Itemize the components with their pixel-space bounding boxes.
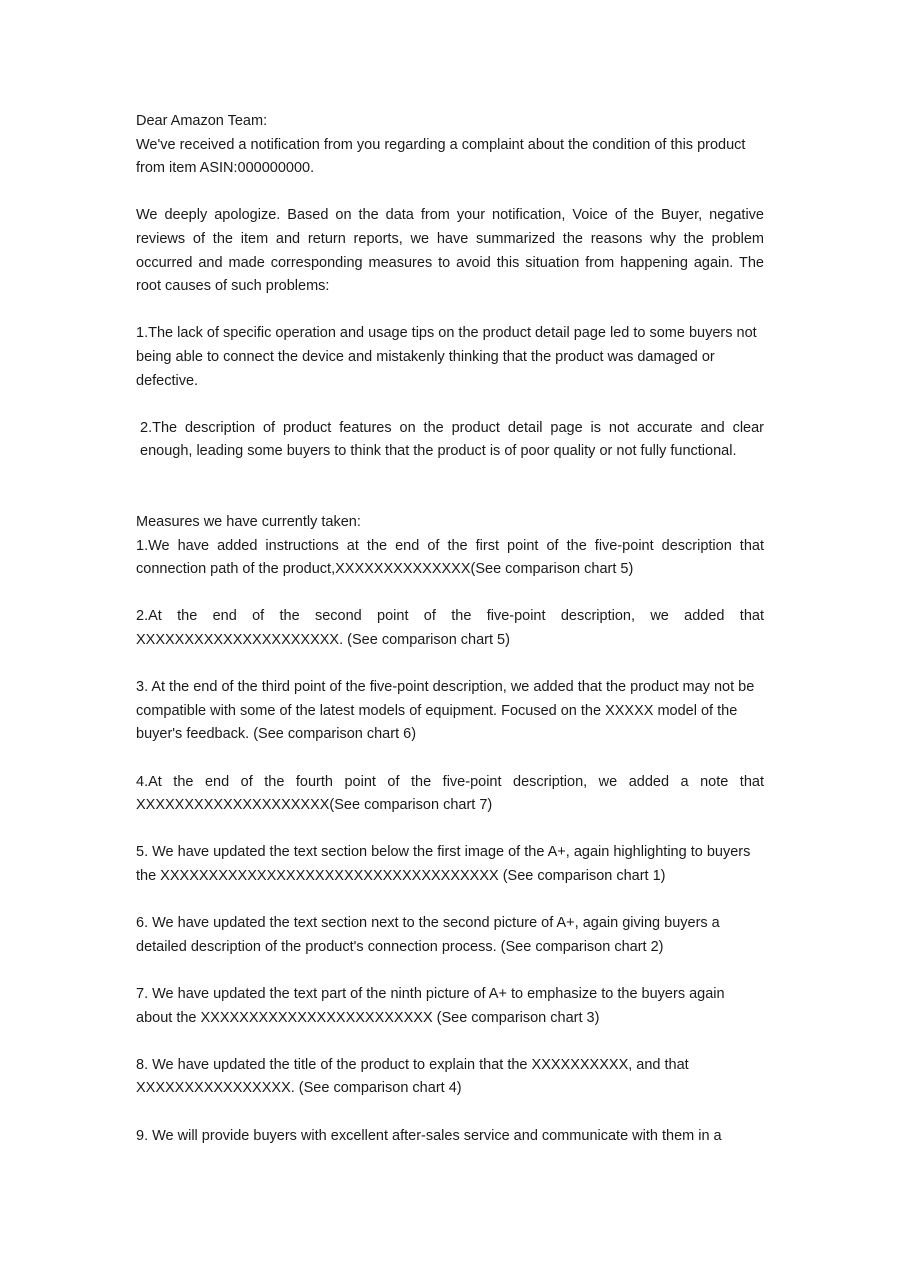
letter-body: [136, 110, 764, 1148]
spacer: [136, 747, 764, 771]
measure-9: 9. We will provide buyers with excellent after-sales service and communicate with them in a: [136, 1127, 722, 1144]
spacer: [136, 818, 764, 842]
spacer: [136, 299, 764, 323]
spacer: [136, 1030, 764, 1054]
spacer: [136, 653, 764, 677]
spacer: [136, 582, 764, 606]
spacer: [136, 393, 764, 417]
measure-4: 4.At the end of the fourth point of the five-point description, we added a note that XXXXXXXXXXXXXXXXXXXX(See comparison chart 7): [136, 773, 764, 814]
greeting: Dear Amazon Team:: [136, 113, 268, 129]
measure-7: 7. We have updated the text part of the ninth picture of A+ to emphasize to the buyers again about the XXXXXXXXXXXXXXXXXXXXXXXX (See comparison chart 3): [136, 985, 725, 1026]
apology-paragraph: We deeply apologize. Based on the data from your notification, Voice of the Buyer, negative reviews of the item and return reports, we have summarized the reasons why the problem occurred and made corresponding measures to avoid this situation from happening again. The root causes of such problems:: [136, 207, 764, 295]
spacer: [136, 181, 764, 205]
measure-2: 2.At the end of the second point of the five-point description, we added that XXXXXXXXXXXXXXXXXXXXX. (See comparison chart 5): [136, 608, 764, 649]
measure-3: 3. At the end of the third point of the five-point description, we added that the product may not be compatible with some of the latest models of equipment. Focused on the XXXXX model of the buyer's feedback. (See comparison chart 6): [136, 679, 755, 743]
measure-1: 1.We have added instructions at the end of the first point of the five-point description that connection path of the product,XXXXXXXXXXXXXX(See comparison chart 5): [136, 537, 764, 578]
cause-1: 1.The lack of specific operation and usage tips on the product detail page led to some buyers not being able to connect the device and mistakenly thinking that the product was damaged or defective.: [136, 325, 757, 389]
spacer: [136, 464, 764, 511]
cause-2: 2.The description of product features on the product detail page is not accurate and clear enough, leading some buyers to think that the product is of poor quality or not fully functional.: [140, 419, 764, 460]
measure-5: 5. We have updated the text section below the first image of the A+, again highlighting to buyers the XXXXXXXXXXXXXXXXXXXXXXXXXXXXXXXXXXX (See comparison chart 1): [136, 844, 751, 884]
spacer: [136, 959, 764, 983]
measure-6: 6. We have updated the text section next to the second picture of A+, again giving buyers a detailed description of the product's connection process. (See comparison chart 2): [136, 915, 720, 955]
intro-paragraph: We've received a notification from you regarding a complaint about the condition of this product from item ASIN:000000000.: [136, 136, 746, 177]
measure-8: 8. We have updated the title of the product to explain that the XXXXXXXXXX, and that XXXXXXXXXXXXXXXX. (See comparison chart 4): [136, 1056, 689, 1097]
spacer: [136, 1101, 764, 1125]
measures-heading: Measures we have currently taken:: [136, 514, 361, 531]
spacer: [136, 889, 764, 913]
